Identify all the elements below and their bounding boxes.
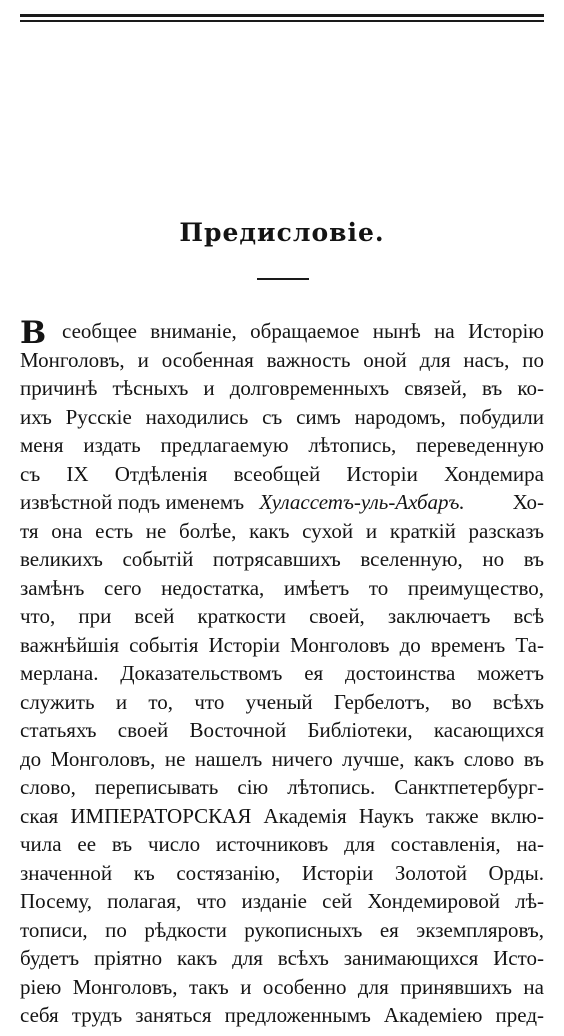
text-line-13: мерлана. Доказательствомъ ея достоинства можетъ: [20, 661, 544, 685]
text-line-10: замѣнъ сего недостатка, имѣетъ то преимущество,: [20, 576, 544, 600]
text-line-16: до Монголовъ, не нашелъ ничего лучше, какъ слово въ: [20, 747, 544, 771]
text-line-12: важнѣйшія событія Исторіи Монголовъ до временъ Та-: [20, 633, 544, 657]
text-line-3: причинѣ тѣсныхъ и долговременныхъ связей, въ ко-: [20, 376, 544, 400]
text-line-7: [20, 487, 544, 517]
text-line-18: ская ИМПЕРАТОРСКАЯ Академія Наукъ также вклю-: [20, 804, 544, 828]
text-line-7-end: Хо-: [512, 490, 544, 514]
text-line-9: великихъ событій потрясавшихъ вселенную, но въ: [20, 547, 544, 571]
text-line-21: Посему, полагая, что изданіе сей Хондемировой лѣ-: [20, 889, 544, 913]
text-line-4: ихъ Русскіе находились съ симъ народомъ, побудили: [20, 405, 544, 429]
text-line-20: значенной къ состязанію, Исторіи Золотой Орды.: [20, 861, 544, 885]
text-line-25: себя трудъ заняться предложеннымъ Академіею пред-: [20, 1003, 544, 1027]
heading-underline-rule: [257, 278, 309, 280]
text-line-5: меня издать предлагаемую лѣтопись, переведенную: [20, 433, 544, 457]
text-line-6: съ IX Отдѣленія всеобщей Исторіи Хондемира: [20, 462, 544, 486]
book-title-italic: Хулассетъ-уль-Ахбаръ.: [259, 490, 465, 514]
text-line-15: статьяхъ своей Восточной Библіотеки, касающихся: [20, 718, 544, 742]
text-line-23: будетъ пріятно какъ для всѣхъ занимающихся Исто-: [20, 946, 544, 970]
header-double-rule: [20, 14, 544, 24]
chapter-heading: Предисловіе.: [179, 218, 385, 247]
drop-cap-letter: В: [20, 315, 47, 351]
text-line-1: сеобщее вниманіе, обращаемое нынѣ на Исторію: [62, 319, 544, 343]
header-rule-thick: [20, 14, 544, 17]
text-line-22: тописи, по рѣдкости рукописныхъ ея экземпляровъ,: [20, 918, 544, 942]
text-line-14: служить и то, что ученый Гербелотъ, во всѣхъ: [20, 690, 544, 714]
text-line-8: тя она есть не болѣе, какъ сухой и краткій разсказъ: [20, 519, 544, 543]
text-line-24: ріею Монголовъ, такъ и особенно для принявшихъ на: [20, 975, 544, 999]
text-line-7-start: извѣстной подъ именемъ: [20, 490, 245, 514]
text-line-2: Монголовъ, и особенная важность оной для насъ, по: [20, 348, 544, 372]
text-line-11: что, при всей краткости своей, заключаетъ всѣ: [20, 604, 544, 628]
text-line-17: слово, переписывать сію лѣтопись. Санктпетербург-: [20, 775, 544, 799]
header-rule-thin: [20, 20, 544, 22]
text-line-19: чила ее въ число источниковъ для составленія, на-: [20, 832, 544, 856]
